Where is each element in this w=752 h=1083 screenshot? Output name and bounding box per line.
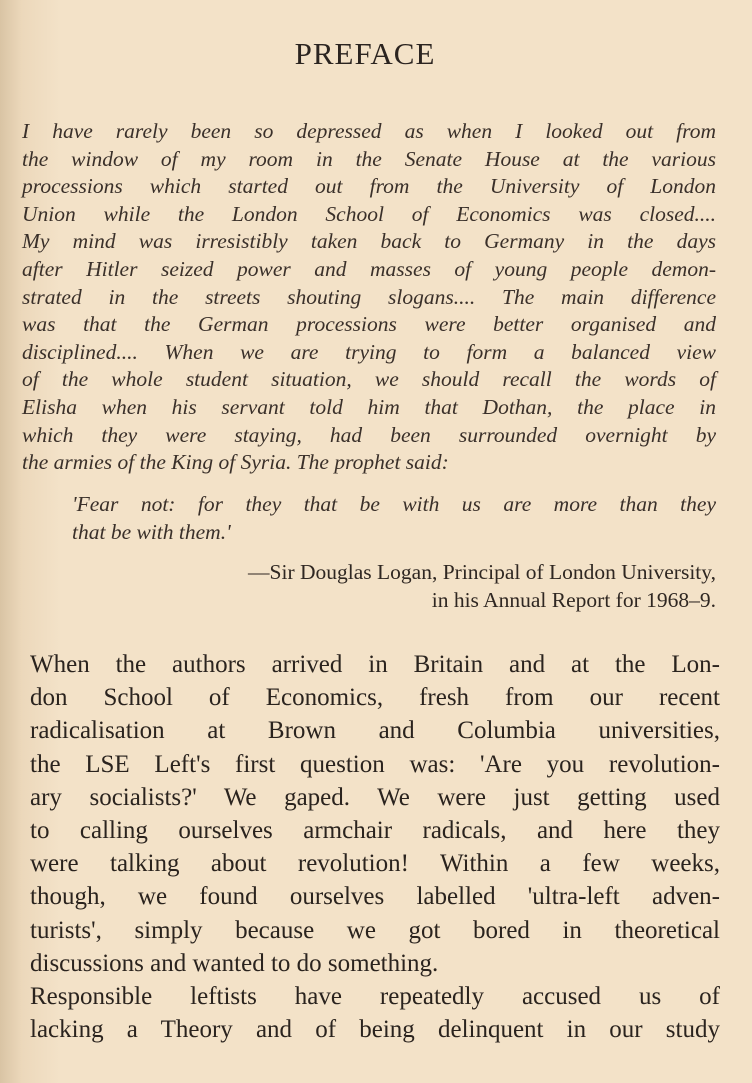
body-line: ary socialists?' We gaped. We were just getting used [30,783,720,811]
epigraph-line: of the whole student situation, we should recall the words of [22,367,716,392]
epigraph-line: disciplined.... When we are trying to form a balanced view [22,339,716,364]
attribution-line: in his Annual Report for 1968–9. [431,588,716,612]
body-line: discussions and wanted to do something. [30,949,439,977]
body-line: lacking a Theory and of being delinquent in our study [30,1016,720,1044]
body-line: Responsible leftists have repeatedly accused us of [30,983,720,1011]
epigraph [22,118,716,477]
epigraph-line: Union while the London School of Economics was closed.... [22,201,716,226]
quote-line: that be with them.' [72,520,231,544]
epigraph-line: the armies of the King of Syria. The prophet said: [22,450,449,475]
epigraph-line: My mind was irresistibly taken back to Germany in the days [22,229,716,254]
epigraph-attribution [90,558,716,614]
epigraph-line: processions which started out from the University of London [22,174,716,199]
body-line: though, we found ourselves labelled 'ultra-left adven- [30,883,720,911]
body-line: to calling ourselves armchair radicals, and here they [30,817,720,845]
epigraph-line: was that the German processions were better organised and [22,312,716,337]
epigraph-line: which they were staying, had been surrounded overnight by [22,422,716,447]
scripture-quote [72,490,716,546]
epigraph-line: strated in the streets shouting slogans.... The main difference [22,284,716,309]
body-line: turists', simply because we got bored in theoretical [30,916,720,944]
body-line: radicalisation at Brown and Columbia universities, [30,717,720,745]
body-line: the LSE Left's first question was: 'Are you revolution- [30,750,720,778]
body-text [30,648,720,1046]
attribution-line: —Sir Douglas Logan, Principal of London University, [248,560,716,584]
epigraph-line: after Hitler seized power and masses of young people demon- [22,256,716,281]
body-line: were talking about revolution! Within a few weeks, [30,850,720,878]
body-line: When the authors arrived in Britain and at the Lon- [30,651,720,678]
body-line: don School of Economics, fresh from our recent [30,684,720,712]
quote-line: 'Fear not: for they that be with us are more than they [72,492,716,516]
epigraph-line: I have rarely been so depressed as when I looked out from [22,119,716,143]
page-title: PREFACE [294,36,436,71]
epigraph-line: the window of my room in the Senate House at the various [22,146,716,171]
epigraph-line: Elisha when his servant told him that Dothan, the place in [22,394,716,419]
